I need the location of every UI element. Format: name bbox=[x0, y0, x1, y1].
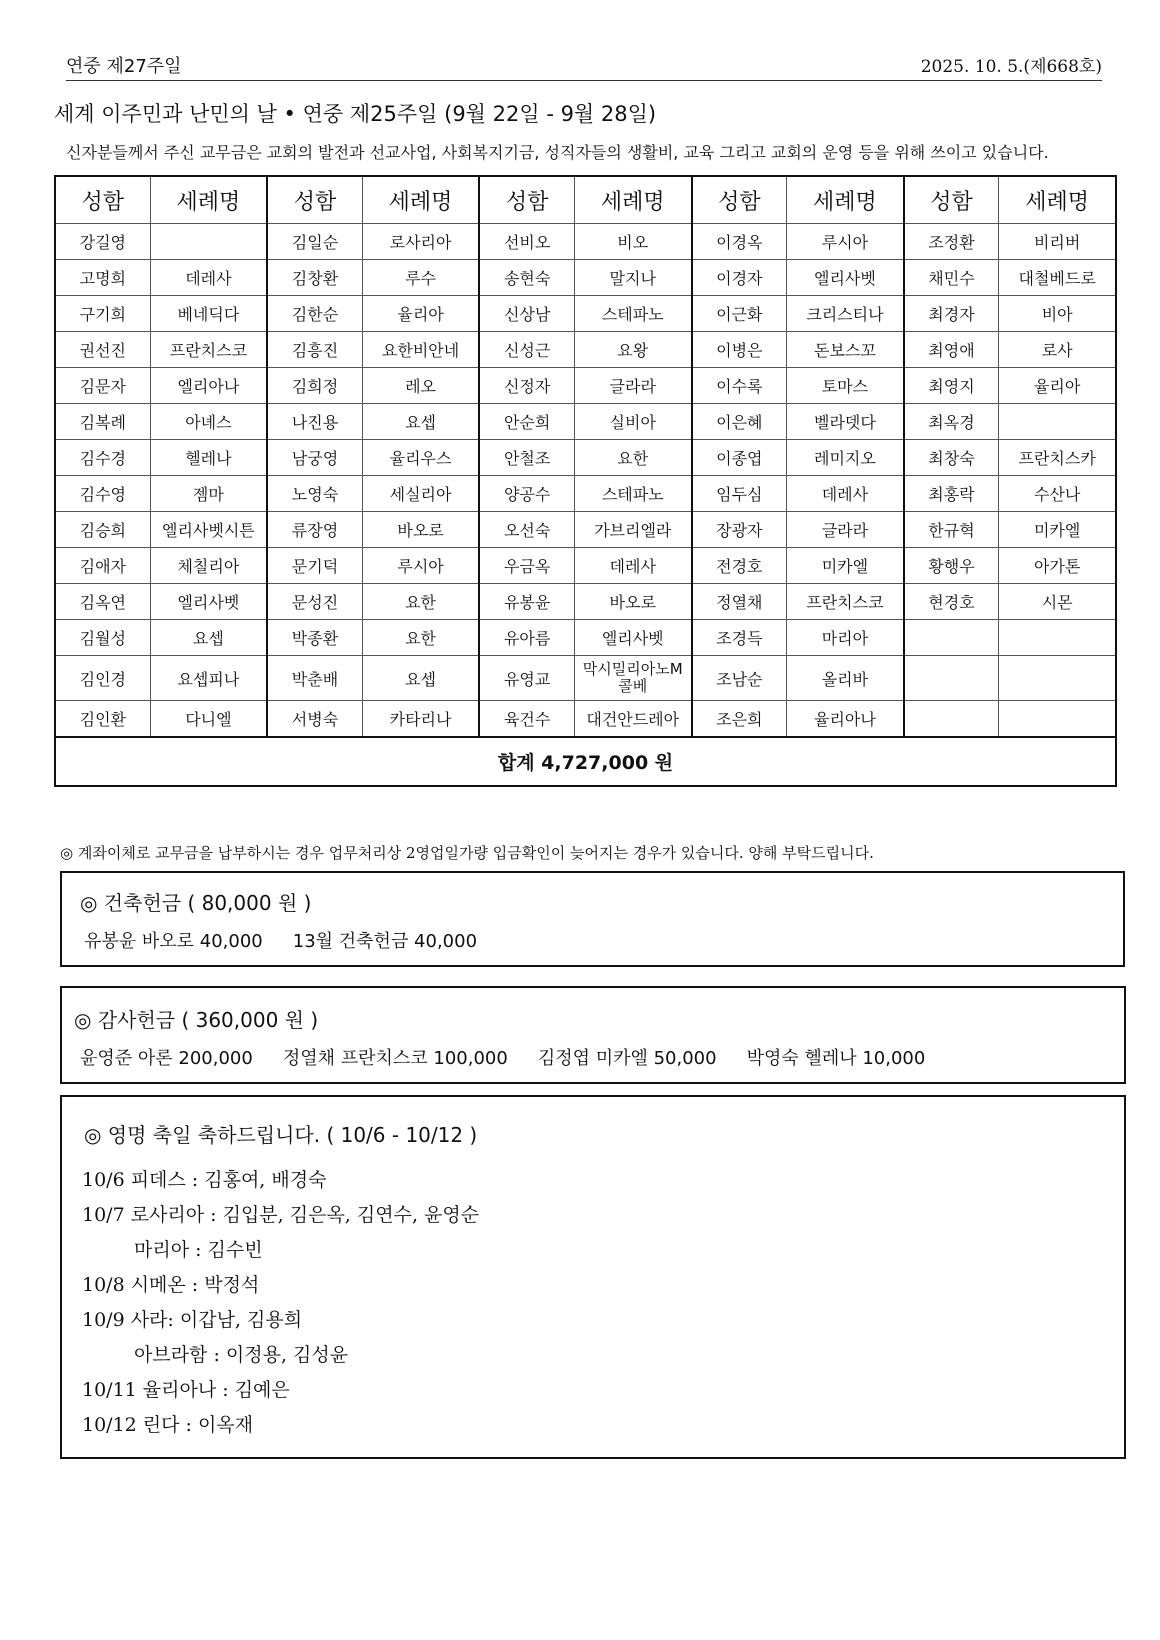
member-name-cell: 문성진 bbox=[267, 584, 362, 620]
thanks-offering-entry: 김정엽 미카엘 50,000 bbox=[537, 1048, 717, 1069]
column-header: 세례명 bbox=[150, 176, 267, 224]
table-header-row bbox=[55, 176, 1116, 224]
member-name-cell: 안순희 bbox=[479, 404, 574, 440]
member-name-cell: 고명희 bbox=[55, 260, 150, 296]
baptismal-name-cell: 막시밀리아노M콜베 bbox=[574, 656, 691, 701]
member-name-cell: 남궁영 bbox=[267, 440, 362, 476]
baptismal-name-cell: 말지나 bbox=[574, 260, 691, 296]
building-fund-entries bbox=[84, 927, 507, 953]
member-name-cell: 문기덕 bbox=[267, 548, 362, 584]
member-name-cell: 이종엽 bbox=[692, 440, 787, 476]
thanks-offering-entries bbox=[80, 1044, 955, 1070]
member-name-cell: 채민수 bbox=[904, 260, 999, 296]
baptismal-name-cell: 요한 bbox=[574, 440, 691, 476]
member-name-cell: 나진용 bbox=[267, 404, 362, 440]
member-name-cell: 유영교 bbox=[479, 656, 574, 701]
baptismal-name-cell: 율리우스 bbox=[362, 440, 479, 476]
member-name-cell: 신성근 bbox=[479, 332, 574, 368]
header-week: 연중 제27주일 bbox=[66, 56, 182, 77]
member-name-cell: 장광자 bbox=[692, 512, 787, 548]
baptismal-name-cell: 요셉 bbox=[362, 404, 479, 440]
member-name-cell: 임두심 bbox=[692, 476, 787, 512]
baptismal-name-cell: 벨라뎃다 bbox=[787, 404, 904, 440]
table-row bbox=[55, 296, 1116, 332]
member-name-cell: 김흥진 bbox=[267, 332, 362, 368]
baptismal-name-cell: 글라라 bbox=[574, 368, 691, 404]
member-name-cell: 황행우 bbox=[904, 548, 999, 584]
baptismal-name-cell: 엘리사벳 bbox=[787, 260, 904, 296]
baptismal-name-cell bbox=[999, 404, 1116, 440]
member-name-cell: 김인경 bbox=[55, 656, 150, 701]
baptismal-name-cell: 비오 bbox=[574, 224, 691, 260]
member-name-cell: 노영숙 bbox=[267, 476, 362, 512]
member-name-cell bbox=[904, 620, 999, 656]
baptismal-name-cell: 레미지오 bbox=[787, 440, 904, 476]
baptismal-name-cell: 엘리아나 bbox=[150, 368, 267, 404]
baptismal-name-cell: 엘리사벳 bbox=[150, 584, 267, 620]
total-row bbox=[55, 737, 1116, 786]
member-name-cell: 조경득 bbox=[692, 620, 787, 656]
member-name-cell: 김애자 bbox=[55, 548, 150, 584]
column-header: 성함 bbox=[692, 176, 787, 224]
member-name-cell: 전경호 bbox=[692, 548, 787, 584]
member-name-cell: 김희정 bbox=[267, 368, 362, 404]
member-name-cell: 최영지 bbox=[904, 368, 999, 404]
baptismal-name-cell: 요한비안네 bbox=[362, 332, 479, 368]
dues-table bbox=[54, 175, 1117, 787]
member-name-cell: 현경호 bbox=[904, 584, 999, 620]
member-name-cell: 김복례 bbox=[55, 404, 150, 440]
feast-line: 10/8 시메온 : 박정석 bbox=[82, 1274, 260, 1296]
member-name-cell: 정열채 bbox=[692, 584, 787, 620]
baptismal-name-cell: 바오로 bbox=[574, 584, 691, 620]
baptismal-name-cell: 요셉 bbox=[362, 656, 479, 701]
member-name-cell: 김한순 bbox=[267, 296, 362, 332]
feast-line: 10/12 린다 : 이옥재 bbox=[82, 1414, 254, 1436]
baptismal-name-cell: 프란치스코 bbox=[787, 584, 904, 620]
baptismal-name-cell: 글라라 bbox=[787, 512, 904, 548]
baptismal-name-cell: 세실리아 bbox=[362, 476, 479, 512]
member-name-cell: 김문자 bbox=[55, 368, 150, 404]
baptismal-name-cell: 데레사 bbox=[574, 548, 691, 584]
member-name-cell: 육건수 bbox=[479, 701, 574, 738]
member-name-cell: 유봉윤 bbox=[479, 584, 574, 620]
member-name-cell: 김일순 bbox=[267, 224, 362, 260]
table-row bbox=[55, 368, 1116, 404]
baptismal-name-cell: 크리스티나 bbox=[787, 296, 904, 332]
baptismal-name-cell: 스테파노 bbox=[574, 296, 691, 332]
feast-line: 10/11 율리아나 : 김예은 bbox=[82, 1379, 290, 1401]
baptismal-name-cell: 수산나 bbox=[999, 476, 1116, 512]
baptismal-name-cell: 베네딕다 bbox=[150, 296, 267, 332]
member-name-cell: 김승희 bbox=[55, 512, 150, 548]
section-subtitle: 신자분들께서 주신 교무금은 교회의 발전과 선교사업, 사회복지기금, 성직자들의 생활비, 교육 그리고 교회의 운영 등을 위해 쓰이고 있습니다. bbox=[66, 143, 1049, 162]
member-name-cell: 이병은 bbox=[692, 332, 787, 368]
thanks-offering-entry: 정열채 프란치스코 100,000 bbox=[282, 1048, 508, 1069]
baptismal-name-cell: 요한 bbox=[362, 620, 479, 656]
table-row bbox=[55, 224, 1116, 260]
building-fund-entry: 13월 건축헌금 40,000 bbox=[292, 931, 478, 952]
baptismal-name-cell: 요왕 bbox=[574, 332, 691, 368]
column-header: 성함 bbox=[479, 176, 574, 224]
table-row bbox=[55, 701, 1116, 738]
table-row bbox=[55, 260, 1116, 296]
member-name-cell: 최경자 bbox=[904, 296, 999, 332]
member-name-cell: 최옥경 bbox=[904, 404, 999, 440]
member-name-cell: 김옥연 bbox=[55, 584, 150, 620]
member-name-cell: 박춘배 bbox=[267, 656, 362, 701]
baptismal-name-cell: 미카엘 bbox=[787, 548, 904, 584]
transfer-notice: ◎ 계좌이체로 교무금을 납부하시는 경우 업무처리상 2영업일가량 입금확인이 늦어지는 경우가 있습니다. 양해 부탁드립니다. bbox=[60, 844, 874, 862]
member-name-cell: 한규혁 bbox=[904, 512, 999, 548]
table-row bbox=[55, 512, 1116, 548]
building-fund-title: ◎ 건축헌금 ( 80,000 원 ) bbox=[80, 891, 312, 915]
baptismal-name-cell: 비리버 bbox=[999, 224, 1116, 260]
baptismal-name-cell: 데레사 bbox=[787, 476, 904, 512]
member-name-cell: 신정자 bbox=[479, 368, 574, 404]
baptismal-name-cell: 루수 bbox=[362, 260, 479, 296]
baptismal-name-cell: 돈보스꼬 bbox=[787, 332, 904, 368]
thanks-offering-entry: 윤영준 아론 200,000 bbox=[80, 1048, 253, 1069]
feast-days-box bbox=[60, 1095, 1126, 1459]
thanks-offering-box bbox=[60, 986, 1126, 1084]
column-header: 성함 bbox=[55, 176, 150, 224]
member-name-cell: 최영애 bbox=[904, 332, 999, 368]
baptismal-name-cell: 로사리아 bbox=[362, 224, 479, 260]
member-name-cell: 김수경 bbox=[55, 440, 150, 476]
table-row bbox=[55, 404, 1116, 440]
baptismal-name-cell: 율리아나 bbox=[787, 701, 904, 738]
table-row bbox=[55, 620, 1116, 656]
total-amount: 합계 4,727,000 원 bbox=[55, 737, 1116, 786]
member-name-cell: 류장영 bbox=[267, 512, 362, 548]
member-name-cell: 권선진 bbox=[55, 332, 150, 368]
header-date-issue: 2025. 10. 5.(제668호) bbox=[920, 57, 1102, 77]
feast-line: 10/9 사라: 이갑남, 김용희 bbox=[82, 1309, 303, 1331]
member-name-cell: 조은희 bbox=[692, 701, 787, 738]
column-header: 세례명 bbox=[362, 176, 479, 224]
member-name-cell: 이은혜 bbox=[692, 404, 787, 440]
section-title: 세계 이주민과 난민의 날 • 연중 제25주일 (9월 22일 - 9월 28일) bbox=[54, 102, 657, 126]
column-header: 세례명 bbox=[574, 176, 691, 224]
baptismal-name-cell: 대건안드레아 bbox=[574, 701, 691, 738]
member-name-cell: 조남순 bbox=[692, 656, 787, 701]
baptismal-name-cell: 엘리사벳시튼 bbox=[150, 512, 267, 548]
member-name-cell bbox=[904, 656, 999, 701]
member-name-cell: 김창환 bbox=[267, 260, 362, 296]
baptismal-name-cell: 루시아 bbox=[787, 224, 904, 260]
feast-line: 10/6 피데스 : 김홍여, 배경숙 bbox=[82, 1169, 327, 1191]
baptismal-name-cell: 미카엘 bbox=[999, 512, 1116, 548]
baptismal-name-cell: 다니엘 bbox=[150, 701, 267, 738]
table-row bbox=[55, 476, 1116, 512]
member-name-cell: 구기희 bbox=[55, 296, 150, 332]
baptismal-name-cell: 엘리사벳 bbox=[574, 620, 691, 656]
baptismal-name-cell: 프란치스코 bbox=[150, 332, 267, 368]
member-name-cell: 유아름 bbox=[479, 620, 574, 656]
building-fund-box bbox=[60, 871, 1125, 967]
baptismal-name-cell bbox=[999, 620, 1116, 656]
table-row bbox=[55, 656, 1116, 701]
feast-days-list bbox=[82, 1163, 479, 1443]
baptismal-name-cell: 젬마 bbox=[150, 476, 267, 512]
baptismal-name-cell: 요셉피나 bbox=[150, 656, 267, 701]
member-name-cell: 송현숙 bbox=[479, 260, 574, 296]
thanks-offering-title: ◎ 감사헌금 ( 360,000 원 ) bbox=[74, 1008, 319, 1032]
baptismal-name-cell: 대철베드로 bbox=[999, 260, 1116, 296]
member-name-cell: 김수영 bbox=[55, 476, 150, 512]
baptismal-name-cell: 레오 bbox=[362, 368, 479, 404]
baptismal-name-cell: 헬레나 bbox=[150, 440, 267, 476]
baptismal-name-cell: 아가톤 bbox=[999, 548, 1116, 584]
baptismal-name-cell: 율리아 bbox=[362, 296, 479, 332]
table-row bbox=[55, 332, 1116, 368]
member-name-cell: 조정환 bbox=[904, 224, 999, 260]
feast-line: 10/7 로사리아 : 김입분, 김은옥, 김연수, 윤영순 bbox=[82, 1204, 480, 1226]
building-fund-entry: 유봉윤 바오로 40,000 bbox=[84, 931, 263, 952]
feast-days-title: ◎ 영명 축일 축하드립니다. ( 10/6 - 10/12 ) bbox=[84, 1123, 478, 1147]
baptismal-name-cell bbox=[999, 656, 1116, 701]
baptismal-name-cell: 데레사 bbox=[150, 260, 267, 296]
baptismal-name-cell: 마리아 bbox=[787, 620, 904, 656]
baptismal-name-cell: 시몬 bbox=[999, 584, 1116, 620]
member-name-cell: 양공수 bbox=[479, 476, 574, 512]
table-row bbox=[55, 548, 1116, 584]
baptismal-name-cell: 요셉 bbox=[150, 620, 267, 656]
baptismal-name-cell: 실비아 bbox=[574, 404, 691, 440]
thanks-offering-entry: 박영숙 헬레나 10,000 bbox=[746, 1048, 926, 1069]
baptismal-name-cell: 프란치스카 bbox=[999, 440, 1116, 476]
member-name-cell: 박종환 bbox=[267, 620, 362, 656]
baptismal-name-cell: 토마스 bbox=[787, 368, 904, 404]
member-name-cell: 안철조 bbox=[479, 440, 574, 476]
baptismal-name-cell: 카타리나 bbox=[362, 701, 479, 738]
baptismal-name-cell: 로사 bbox=[999, 332, 1116, 368]
member-name-cell: 이수록 bbox=[692, 368, 787, 404]
baptismal-name-cell: 바오로 bbox=[362, 512, 479, 548]
baptismal-name-cell: 올리바 bbox=[787, 656, 904, 701]
baptismal-name-cell: 체칠리아 bbox=[150, 548, 267, 584]
member-name-cell: 김월성 bbox=[55, 620, 150, 656]
member-name-cell: 최홍락 bbox=[904, 476, 999, 512]
baptismal-name-cell bbox=[999, 701, 1116, 738]
feast-line: 마리아 : 김수빈 bbox=[134, 1239, 263, 1261]
page-header bbox=[66, 52, 1102, 81]
baptismal-name-cell: 스테파노 bbox=[574, 476, 691, 512]
table-row bbox=[55, 440, 1116, 476]
column-header: 세례명 bbox=[999, 176, 1116, 224]
column-header: 성함 bbox=[267, 176, 362, 224]
baptismal-name-cell: 가브리엘라 bbox=[574, 512, 691, 548]
member-name-cell: 서병숙 bbox=[267, 701, 362, 738]
member-name-cell: 김인환 bbox=[55, 701, 150, 738]
member-name-cell: 선비오 bbox=[479, 224, 574, 260]
table-row bbox=[55, 584, 1116, 620]
member-name-cell bbox=[904, 701, 999, 738]
member-name-cell: 오선숙 bbox=[479, 512, 574, 548]
column-header: 세례명 bbox=[787, 176, 904, 224]
column-header: 성함 bbox=[904, 176, 999, 224]
baptismal-name-cell bbox=[150, 224, 267, 260]
member-name-cell: 이경자 bbox=[692, 260, 787, 296]
baptismal-name-cell: 아녜스 bbox=[150, 404, 267, 440]
feast-line: 아브라함 : 이정용, 김성윤 bbox=[134, 1344, 349, 1366]
member-name-cell: 강길영 bbox=[55, 224, 150, 260]
baptismal-name-cell: 율리아 bbox=[999, 368, 1116, 404]
member-name-cell: 신상남 bbox=[479, 296, 574, 332]
member-name-cell: 이경옥 bbox=[692, 224, 787, 260]
baptismal-name-cell: 요한 bbox=[362, 584, 479, 620]
member-name-cell: 우금옥 bbox=[479, 548, 574, 584]
baptismal-name-cell: 루시아 bbox=[362, 548, 479, 584]
member-name-cell: 이근화 bbox=[692, 296, 787, 332]
baptismal-name-cell: 비아 bbox=[999, 296, 1116, 332]
member-name-cell: 최창숙 bbox=[904, 440, 999, 476]
